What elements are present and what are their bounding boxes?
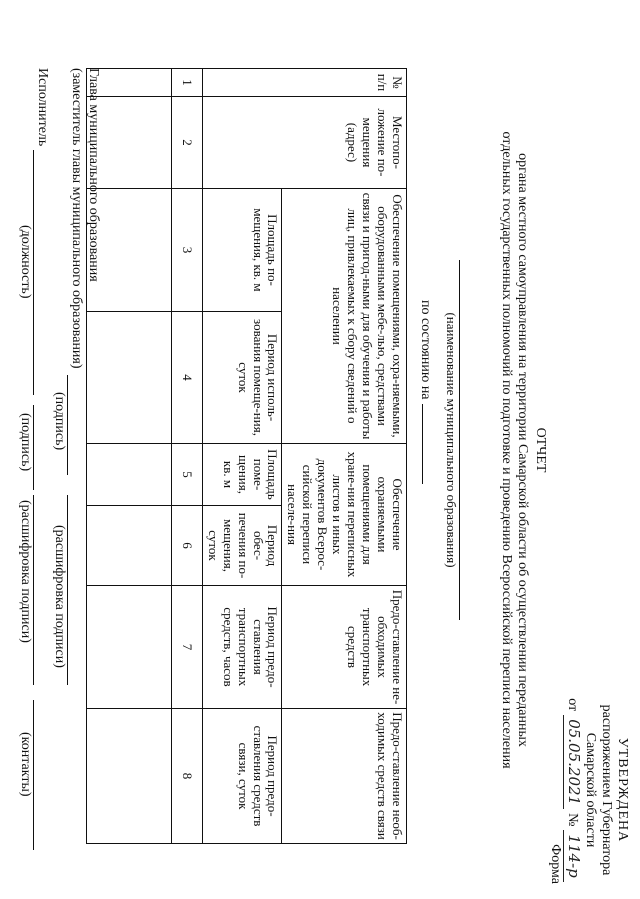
approval-block [547, 690, 630, 890]
column-number: 1 [171, 69, 202, 97]
column-number: 2 [171, 97, 202, 189]
column-number: 3 [171, 189, 202, 312]
column-number: 6 [171, 506, 202, 586]
form-label: Форма [548, 844, 564, 884]
report-subtitle-line-1: органа местного самоуправления на территории Самарской области об осуществлении переданных [514, 153, 530, 747]
approval-date-line [563, 690, 581, 890]
executor-decode-caption: (расшифровка подписи) [18, 500, 33, 643]
executor-position-caption: (должность) [18, 225, 33, 299]
empty-cell [86, 312, 171, 444]
empty-cell [86, 586, 171, 709]
header-storage-period: Период обес-печения по-мещения, суток [202, 506, 282, 586]
approval-number-sign: № [564, 813, 580, 827]
report-title: ОТЧЕТ [533, 427, 548, 473]
report-heading [498, 60, 548, 840]
header-transport: Предо-ставление не-обходимых транспортных средств [282, 586, 407, 709]
executor-contacts-caption: (контакты) [18, 732, 33, 797]
executor-label: Исполнитель [35, 68, 50, 147]
approval-date: 05.05.2021 [563, 715, 581, 809]
as-of-blank [422, 404, 423, 484]
column-number: 7 [171, 586, 202, 709]
head-decode-caption: (расшифровка подписи) [52, 525, 67, 668]
head-title-line-1: Глава муниципального образования [86, 68, 101, 282]
header-group-storage: Обеспечение охраняемыми помещениями для хране-ния переписных листов и иных документов Всерос-сийской переписи населе-ния [282, 444, 407, 586]
column-number: 4 [171, 312, 202, 444]
column-number: 5 [171, 444, 202, 506]
as-of-line [417, 300, 433, 484]
header-premises-area: Площадь по-мещения, кв. м [202, 189, 282, 312]
approval-title: УТВЕРЖДЕНА [615, 737, 630, 843]
approval-line-2: Самарской области [582, 732, 598, 848]
approval-from-word: от [564, 698, 580, 712]
empty-cell [86, 709, 171, 844]
header-location: Местопо-ложение по-мещения (адрес) [202, 97, 406, 189]
column-number: 8 [171, 709, 202, 844]
header-communication-period: Период предо-ставления средств связи, суток [202, 709, 282, 844]
executor-signature-caption: (подпись) [18, 413, 33, 472]
as-of-label: по состоянию на [418, 300, 433, 400]
header-storage-area: Площадь поме-щения, кв. м [202, 444, 282, 506]
column-number-row [171, 69, 202, 844]
report-subtitle-line-2: отдельных государственных полномочий по подготовке и проведению Всероссийской переписи населения [498, 131, 514, 769]
empty-cell [86, 444, 171, 506]
approval-number: 114-р [563, 830, 581, 881]
header-number: № п/п [202, 69, 406, 97]
header-premises-period: Период исполь-зования помеще-ния, суток [202, 312, 282, 444]
header-communication: Предо-ставление необ-ходимых средств связи [282, 709, 407, 844]
head-signature-caption: (подпись) [52, 392, 67, 451]
header-group-premises: Обеспечение помещениями, охра-няемыми, оборудованными мебе-лью, средствами связи и пригод-ными для обучения и работы лиц, привлекаемых к сбору сведений о населении [282, 189, 407, 444]
report-table [86, 68, 407, 844]
header-transport-period: Период предо-ставления транспортных средств, часов [202, 586, 282, 709]
approval-line-1: распоряжением Губернатора [598, 704, 614, 876]
municipality-caption: (наименование муниципального образования) [443, 260, 460, 620]
empty-cell [86, 506, 171, 586]
head-title-line-2: (заместитель главы муниципального образования) [69, 68, 84, 369]
